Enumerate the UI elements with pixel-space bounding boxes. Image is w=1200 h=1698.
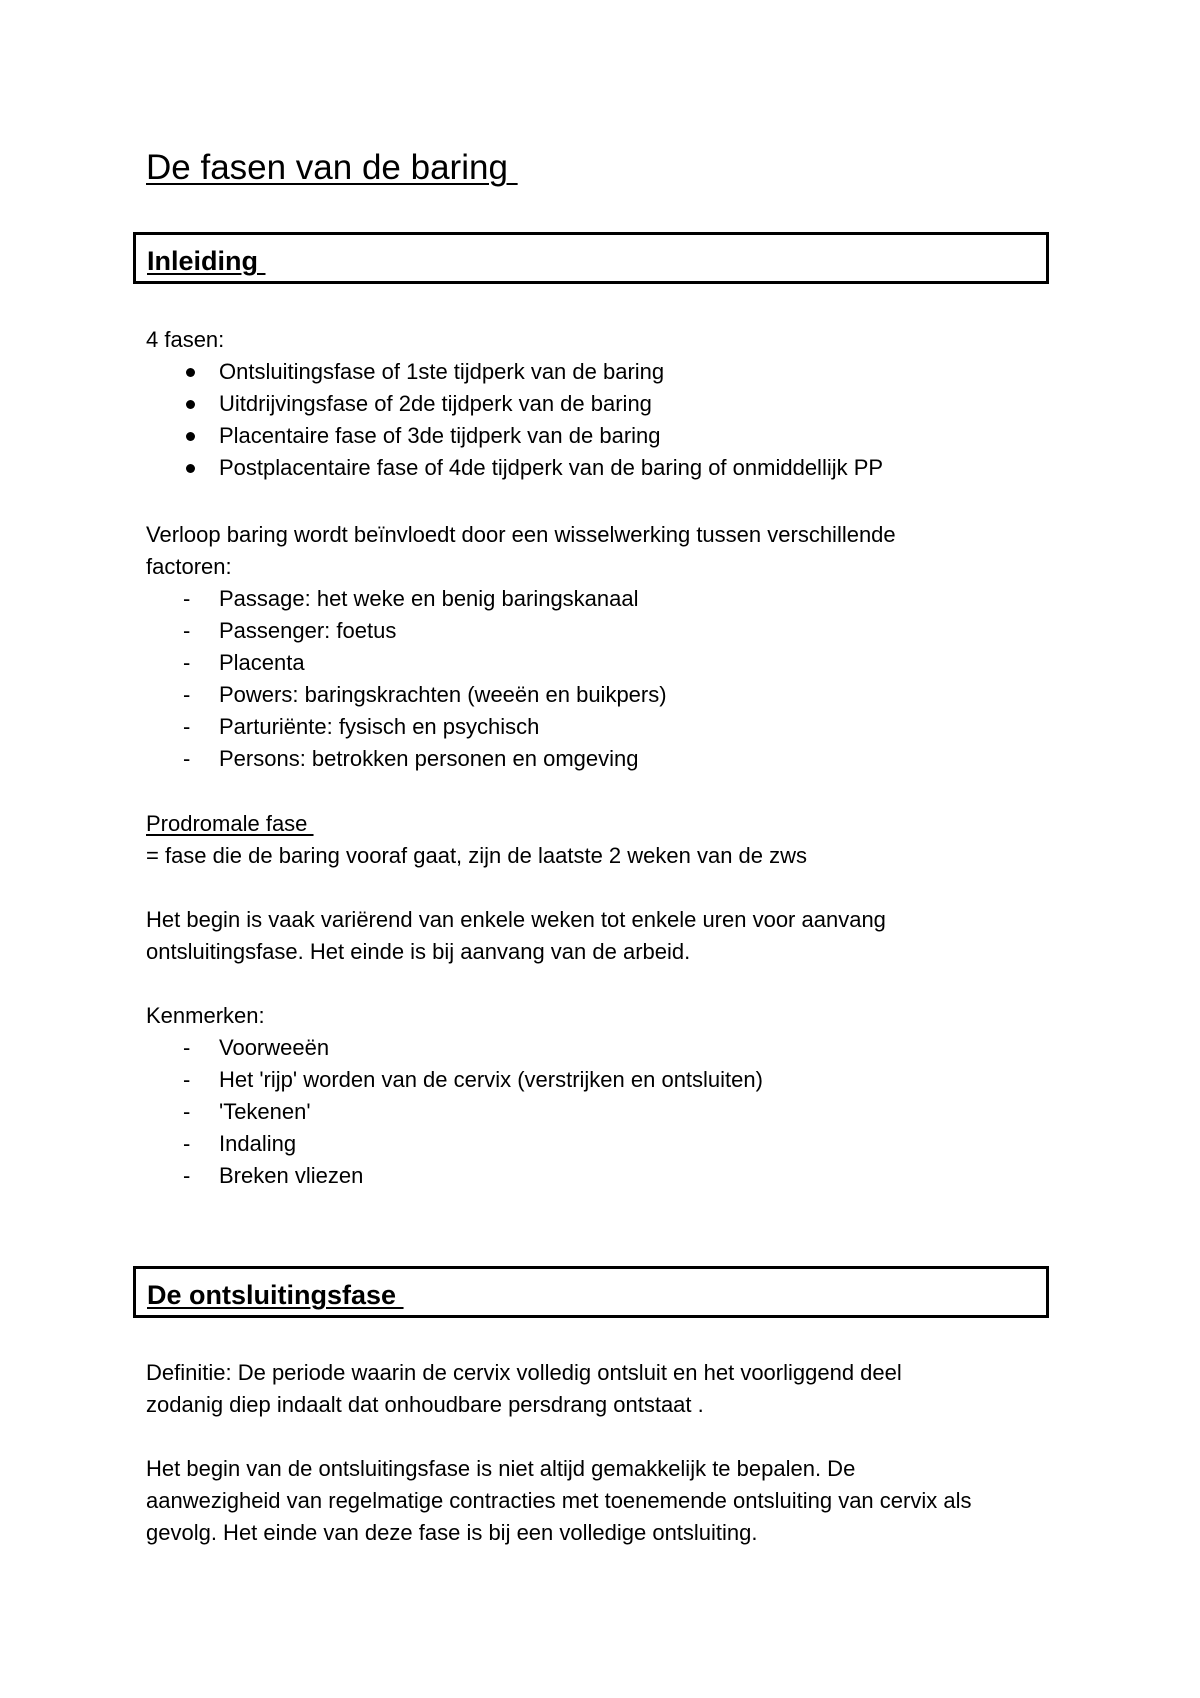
section-header-ontsluitingsfase — [133, 1266, 1049, 1318]
section-title-ontsluitingsfase: De ontsluitingsfase — [147, 1280, 404, 1310]
fasen-intro: 4 fasen: — [146, 327, 225, 352]
bullet-icon — [186, 464, 195, 473]
dash-marker: - — [183, 1131, 191, 1156]
prodromale-fase-heading: Prodromale fase — [146, 811, 314, 836]
dash-marker: - — [183, 746, 191, 771]
dash-marker: - — [183, 586, 191, 611]
bullet-icon — [186, 368, 195, 377]
section-header-inleiding — [133, 232, 1049, 284]
dash-marker: - — [183, 1099, 191, 1124]
ontsluiting-begin-line-2: aanwezigheid van regelmatige contracties met toenemende ontsluiting van cervix als — [146, 1488, 972, 1513]
bullet-icon — [186, 432, 195, 441]
definitie-line-2: zodanig diep indaalt dat onhoudbare persdrang ontstaat . — [146, 1392, 704, 1417]
dash-marker: - — [183, 1035, 191, 1060]
document-title: De fasen van de baring — [146, 148, 518, 187]
bullet-icon — [186, 400, 195, 409]
verloop-line-1: Verloop baring wordt beïnvloedt door een wisselwerking tussen verschillende — [146, 522, 896, 547]
dash-marker: - — [183, 650, 191, 675]
dash-marker: - — [183, 618, 191, 643]
section-title-inleiding: Inleiding — [147, 246, 266, 276]
dash-marker: - — [183, 1163, 191, 1188]
verloop-line-2: factoren: — [146, 554, 232, 579]
kenmerken-intro: Kenmerken: — [146, 1003, 265, 1028]
document-page: De fasen van de baring Inleiding 4 fasen: Ontsluitingsfase of 1ste tijdperk van de baring Uitdrijvingsfase of 2de tijdperk van de baring Placentaire fase of 3de tijdperk van de baring Postplacentaire fase of 4de tijdperk van de baring of onmiddellijk PP Verloop baring wordt beïnvloedt door een wisselwerking tussen verschillende factoren: - Passage: het weke en benig baringskanaal - Passenger: foetus - Placenta - Powers: baringskrachten (weeën en buikpers) - Parturiënte: fysisch en psychisch - Persons: betrokken personen en omgeving Prodromale fase = fase die de baring vooraf gaat, zijn de laatste 2 weken van de zws Het begin is vaak variërend van enkele weken tot enkele uren voor aanvang ontsluitingsfase. Het einde is bij aanvang van de arbeid. Kenmerken: - Voorweeën - Het 'rijp' worden van de cervix (verstrijken en ontsluiten) - 'Tekenen' - Indaling - Breken vliezen De ontsluitingsfase Definitie: De periode waarin de cervix volledig ontsluit en het voorliggend deel zodanig diep indaalt dat onhoudbare persdrang ontstaat . Het begin van de ontsluitingsfase is niet altijd gemakkelijk te bepalen. De aanwezigheid van regelmatige contracties met toenemende ontsluiting van cervix als gevolg. Het einde van deze fase is bij een volledige ontsluiting. — [0, 0, 1200, 1698]
prodromale-begin-line-1: Het begin is vaak variërend van enkele weken tot enkele uren voor aanvang — [146, 907, 886, 932]
ontsluiting-begin-line-1: Het begin van de ontsluitingsfase is niet altijd gemakkelijk te bepalen. De — [146, 1456, 856, 1481]
definitie-line-1: Definitie: De periode waarin de cervix volledig ontsluit en het voorliggend deel — [146, 1360, 902, 1385]
dash-marker: - — [183, 682, 191, 707]
prodromale-fase-definition: = fase die de baring vooraf gaat, zijn de laatste 2 weken van de zws — [146, 843, 808, 868]
dash-marker: - — [183, 714, 191, 739]
prodromale-begin-line-2: ontsluitingsfase. Het einde is bij aanvang van de arbeid. — [146, 939, 691, 964]
dash-marker: - — [183, 1067, 191, 1092]
ontsluiting-begin-line-3: gevolg. Het einde van deze fase is bij een volledige ontsluiting. — [146, 1520, 758, 1545]
